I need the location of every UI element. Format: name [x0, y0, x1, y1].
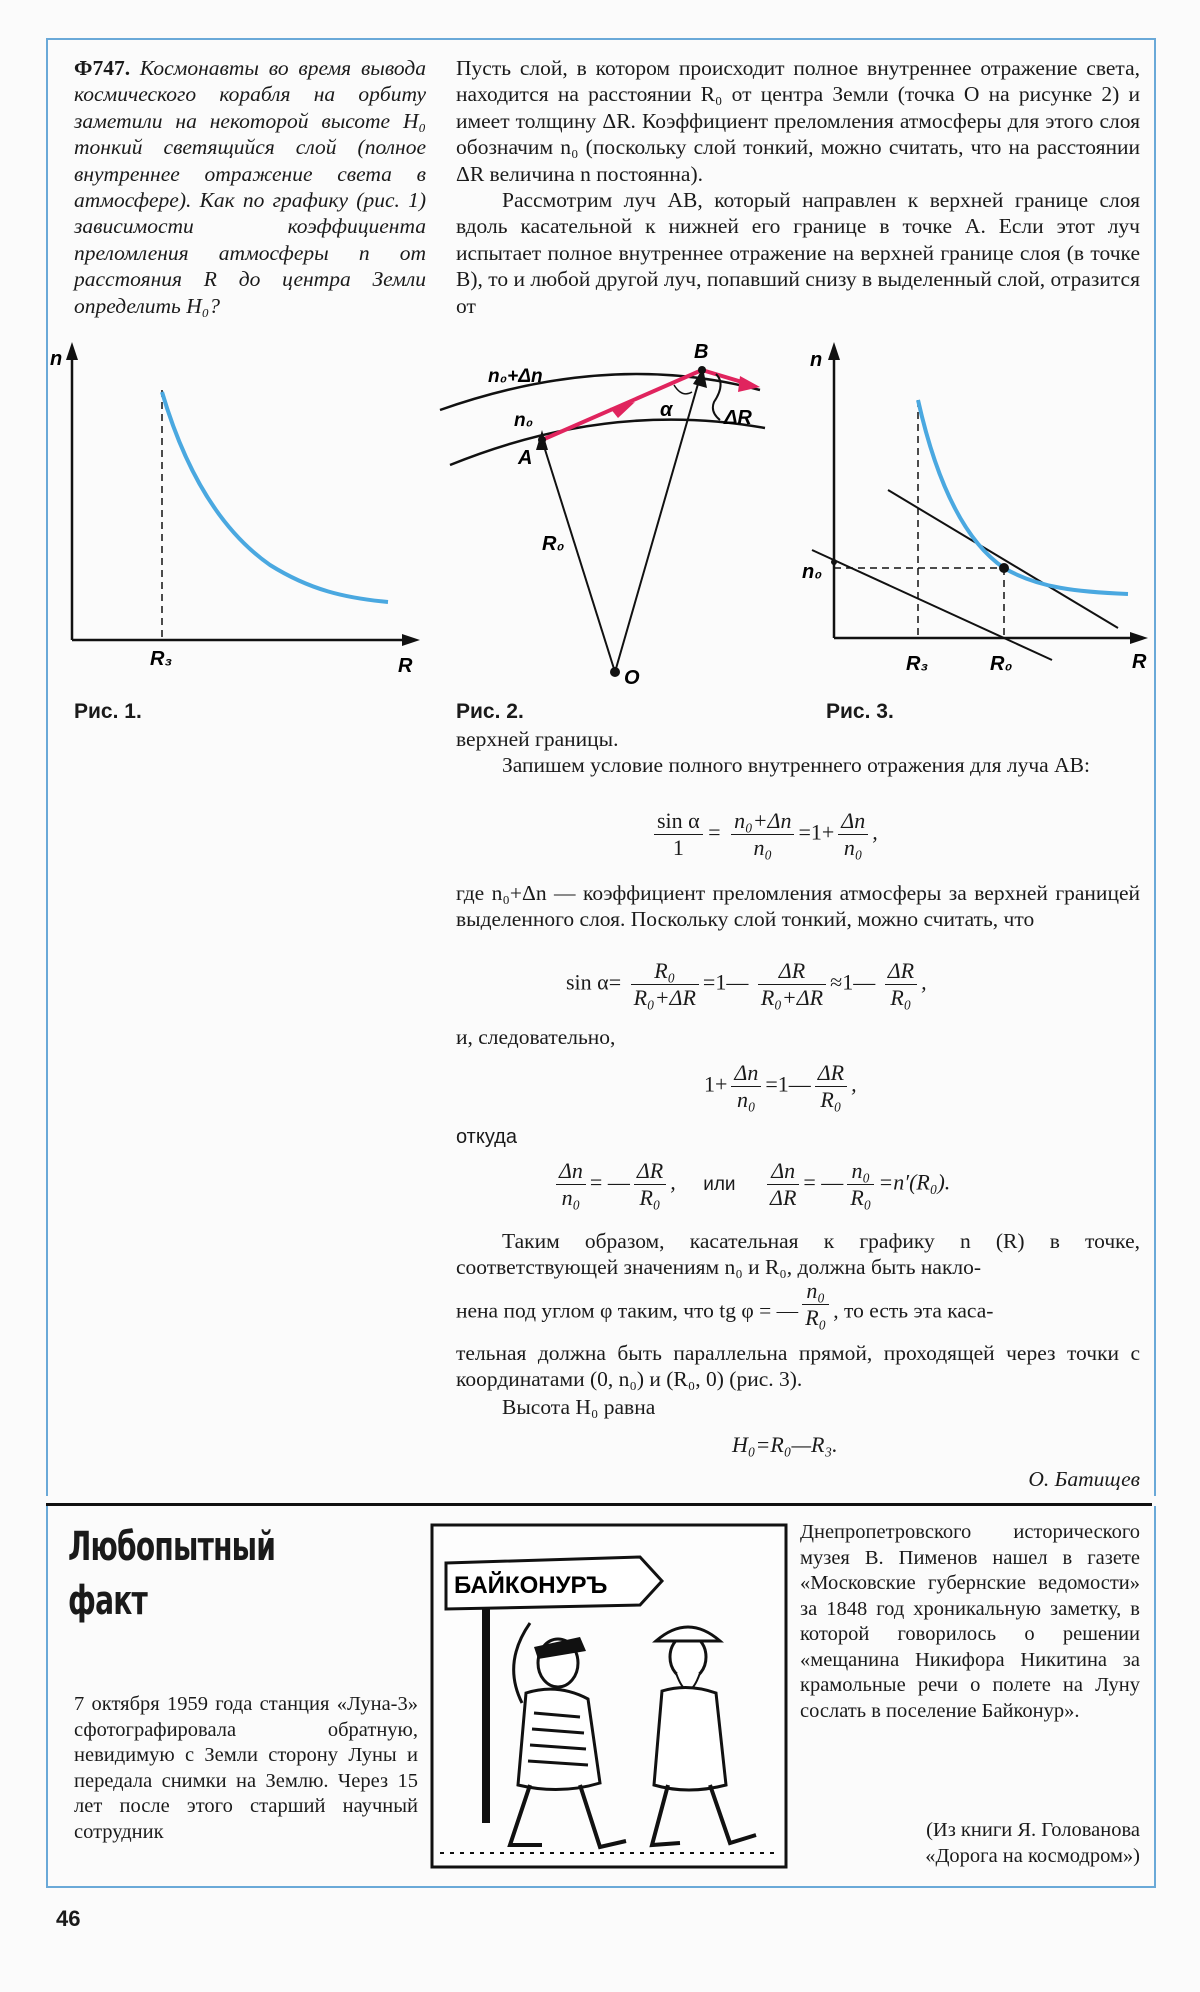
equation-5: H₀=R₀—R₃. [732, 1432, 838, 1457]
solution-p5: и, следовательно, [456, 1025, 616, 1049]
eq2-dr: ΔR [758, 958, 826, 985]
fact-source-line1: (Из книги Я. Голованова [926, 1819, 1140, 1841]
author: О. Батищев [1028, 1467, 1140, 1491]
fig3-tangent [888, 490, 1118, 628]
eq4-dn-b: Δn [767, 1158, 799, 1185]
fig2-r0-line [542, 440, 615, 672]
solution-top [456, 55, 1140, 319]
eq2-r0: R₀ [631, 958, 699, 985]
eq4-n0: n₀ [561, 1185, 581, 1210]
fig3-curve [918, 400, 1128, 594]
fig1-curve [162, 392, 388, 602]
equation-3 [704, 1060, 857, 1113]
figure-2 [430, 340, 770, 690]
fig2-alpha-label: α [660, 399, 673, 421]
fig2-point-o [610, 667, 620, 677]
fig1-y-arrow [66, 342, 78, 360]
problem-text: Космонавты во время вывода космического корабля на орбиту заметили на некоторой высоте H₀ тонкий светящийся слой (полное внутреннее отражение света в атмосфере). Как по графику (рис. 1) зависимости коэффициента преломления атмосферы n от расстояния R до центра Земли определить H₀? [74, 56, 427, 318]
fig3-n0-label: n₀ [802, 561, 823, 583]
solution-p8: Высота H₀ равна [502, 1395, 656, 1419]
fig2-b-label: B [694, 341, 709, 363]
solution-p6: откуда [456, 1126, 517, 1148]
fig3-caption: Рис. 3. [826, 700, 894, 723]
fact-heading-line2: факт [68, 1578, 147, 1624]
fig1-x-arrow [402, 634, 420, 646]
cartoon-sign-text: БАЙКОНУРЪ [454, 1572, 608, 1599]
fig1-caption: Рис. 1. [74, 700, 142, 723]
fig3-x-label: R [1132, 651, 1147, 673]
fig2-alpha-arc [674, 385, 692, 394]
p7b-r0: R₀ [805, 1305, 827, 1330]
eq2-r0dr-b: R₀+ΔR [760, 985, 824, 1010]
eq3-r0: R₀ [820, 1087, 842, 1112]
fig2-point-b [698, 366, 706, 374]
fig3-r0-label: R₀ [990, 653, 1013, 675]
eq2-tail: , [921, 969, 927, 995]
eq4-dr-b: ΔR [770, 1185, 797, 1210]
eq2-dr-b: ΔR [885, 958, 917, 985]
fig3-y-arrow [828, 342, 840, 360]
fact-source [800, 1818, 1140, 1869]
fig2-r0-label: R₀ [542, 533, 565, 555]
solution-p7b [456, 1278, 1140, 1339]
equation-4: $\frac{\Delta n}{\text{n₀}}$ = — $\frac{\Delta R}{\text{R₀}}$ , или $\frac{\Delta n}{\Delta R}$ = — $\frac{\text{n₀}}{\text{R₀}}$ =n′(R₀). [552, 1158, 950, 1211]
fig2-ob-line [615, 370, 702, 672]
eq2-r0dr: R₀+ΔR [633, 985, 696, 1010]
fact-left-text: 7 октября 1959 года станция «Луна-3» сфотографировала обратную, невидимую с Земли сторону Луны и передала снимки на Землю. Через 15 лет после этого старший научный сотрудник [74, 1693, 418, 1843]
fig2-o-label: O [624, 667, 640, 689]
eq3-m1: =1— [765, 1071, 811, 1097]
eq4-dr: ΔR [634, 1158, 666, 1185]
p7b-pre: нена под углом φ таким, что tg φ = — [456, 1298, 799, 1323]
fig3-x-arrow [1130, 632, 1148, 644]
eq1-n0: n₀ [753, 835, 773, 860]
solution-p4: где n₀+Δn — коэффициент преломления атмосферы за верхней границей выделенного слоя. Поскольку слой тонкий, можно считать, что [456, 881, 1140, 932]
fig3-y-label: n [810, 349, 823, 371]
eq4-n0-b: n₀ [847, 1158, 874, 1185]
solution-p2-continued: верхней границы. [456, 727, 619, 751]
eq1-sin: sin α [654, 808, 703, 835]
eq1-n0dn: n₀+Δn [731, 808, 794, 835]
equation-1: $\frac{\text{sin α}}{1}$ = $\frac{\text{n₀+Δn}}{\text{n₀}}$ =1+ $\frac{\Delta n}{\text{n₀}}$ , [650, 808, 878, 861]
cartoon-figure1-body [518, 1689, 600, 1789]
eq4-r0: R₀ [639, 1185, 661, 1210]
eq3-lead: 1+ [704, 1071, 728, 1097]
eq4-or: или [703, 1173, 736, 1195]
fig1-y-label: n [50, 348, 63, 370]
solution-p2: Рассмотрим луч AB, который направлен к верхней границе слоя вдоль касательной к нижней его границе в точке A. Если этот луч испытает полное внутреннее отражение на верхней границе слоя (в точке B), то и любой другой луч, попавший снизу в выделенный слой, отразится от [456, 188, 1140, 318]
fig2-dr-label: ΔR [724, 407, 752, 429]
fig1-r3-label: R₃ [150, 648, 173, 670]
fact-right-text: Днепропетровского исторического музея В. Пименов нашел в газете «Московские губернские ведомости» за 1848 год хроникальную заметку, в которой говорилось о решении «мещанина Никифора Никитина за крамольные речи о полете на Луну сослать в поселение Байконур». [800, 1521, 1140, 1722]
eq2-approx: ≈1— [830, 969, 876, 995]
p7b-n0: n₀ [802, 1278, 829, 1305]
p7b-post: , то есть эта каса- [833, 1298, 994, 1323]
eq2-r0-b: R₀ [890, 985, 912, 1010]
eq4-tail: =n′(R₀). [878, 1169, 951, 1195]
equation-2 [566, 958, 927, 1011]
eq1-n0b: n₀ [843, 835, 863, 860]
fig3-r3-label: R₃ [906, 653, 929, 675]
fig3-point-n0 [831, 559, 837, 565]
fig2-lower-arc [450, 420, 765, 465]
eq4-r0-b: R₀ [850, 1185, 872, 1210]
eq1-tail: , [872, 819, 878, 845]
figure-1 [50, 340, 430, 680]
fact-source-line2: «Дорога на космодром») [925, 1844, 1140, 1867]
eq1-rest: =1+ [798, 819, 835, 845]
problem-number: Ф747. [74, 56, 131, 80]
fact-heading-line1: Любопытный [68, 1524, 276, 1570]
cartoon [430, 1523, 788, 1869]
eq3-tail: , [851, 1071, 857, 1097]
solution-p1: Пусть слой, в котором происходит полное внутреннее отражение света, находится на расстоянии R₀ от центра Земли (точка O на рисунке 2) и имеет толщину ΔR. Коэффициент преломления атмосферы для этого слоя обозначим n₀ (поскольку слой тонкий, можно считать, что на расстоянии ΔR величина n постоянна). [456, 56, 1140, 186]
fig1-x-label: R [398, 655, 413, 677]
fig2-caption: Рис. 2. [456, 700, 524, 723]
fig2-ray-ab [542, 370, 702, 440]
solution-p3: Запишем условие полного внутреннего отражения для луча AB: [502, 753, 1090, 777]
page-number: 46 [56, 1906, 81, 1931]
eq4-eq-b: = — [803, 1169, 844, 1195]
fig2-upper-label: n₀+Δn [488, 366, 543, 387]
eq3-n0: n₀ [737, 1087, 756, 1112]
cartoon-figure2-body [654, 1687, 726, 1790]
solution-p7c: тельная должна быть параллельна прямой, проходящей через точки с координатами (0, n₀) и (R₀, 0) (рис. 3). [456, 1341, 1140, 1392]
fig2-lower-label: n₀ [514, 410, 534, 431]
eq3-dr: ΔR [815, 1060, 847, 1087]
fig3-point [999, 563, 1009, 573]
eq2-sin: sin α= [566, 969, 622, 995]
fact-heading [68, 1520, 396, 1628]
solution-p7a: Таким образом, касательная к графику n (R) в точке, соответствующей значениям n₀ и R₀, должна быть накло- [456, 1229, 1140, 1280]
eq3-dn: Δn [731, 1060, 761, 1087]
fig2-point-a [538, 436, 546, 444]
eq1-dn: Δn [838, 808, 868, 835]
problem-statement [74, 55, 426, 319]
eq2-m1: =1— [702, 969, 749, 995]
eq4-eq: = — [589, 1169, 630, 1195]
eq1-one: 1 [672, 835, 684, 860]
eq4-dn: Δn [556, 1158, 586, 1185]
fig2-a-label: A [518, 447, 533, 469]
figure-3 [798, 340, 1154, 680]
